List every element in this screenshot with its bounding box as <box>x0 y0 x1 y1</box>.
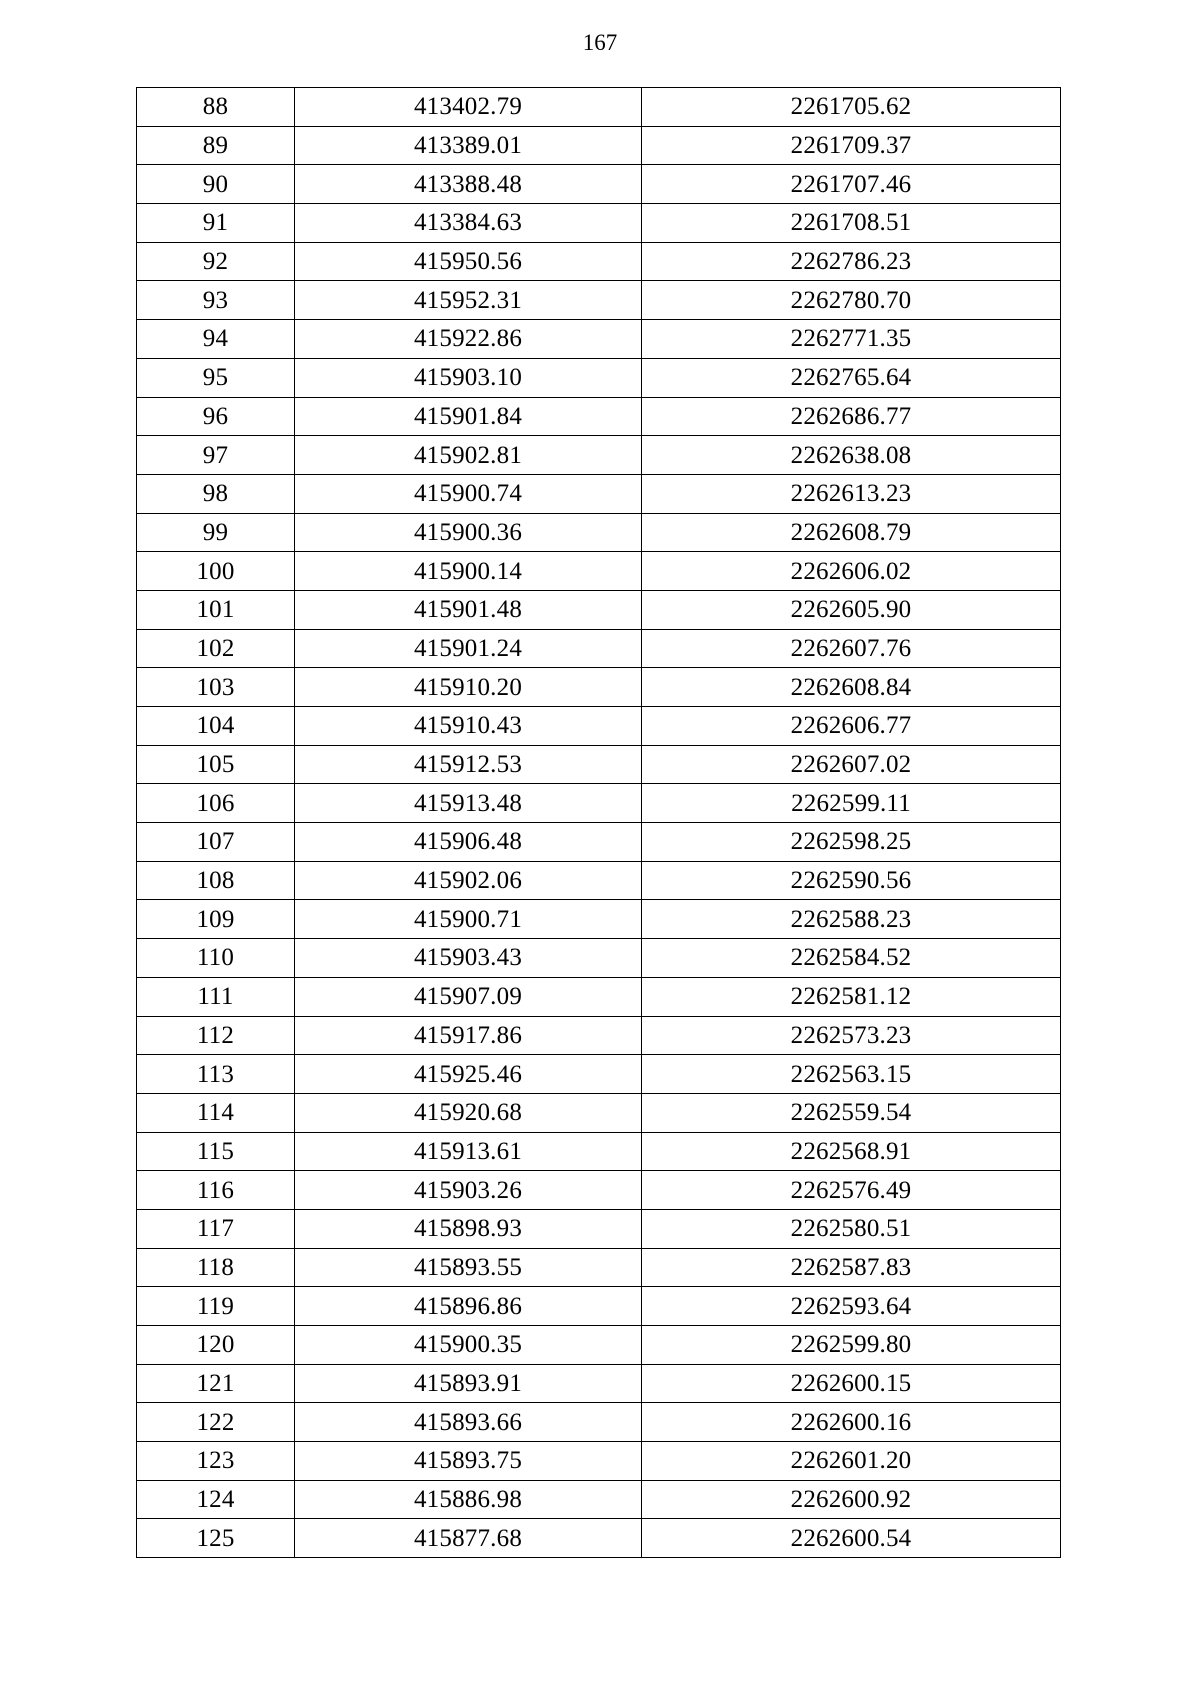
x-coordinate-cell: 415900.71 <box>295 900 642 939</box>
x-coordinate-cell: 413384.63 <box>295 204 642 243</box>
point-number-cell: 94 <box>137 320 295 359</box>
table-row <box>137 1171 1061 1210</box>
table-row <box>137 281 1061 320</box>
y-coordinate-cell: 2262590.56 <box>642 861 1061 900</box>
table-row <box>137 88 1061 127</box>
x-coordinate-cell: 415900.74 <box>295 474 642 513</box>
x-coordinate-cell: 415900.36 <box>295 513 642 552</box>
point-number-cell: 119 <box>137 1287 295 1326</box>
table-row <box>137 1326 1061 1365</box>
table-row <box>137 436 1061 475</box>
point-number-cell: 96 <box>137 397 295 436</box>
y-coordinate-cell: 2262600.16 <box>642 1403 1061 1442</box>
coordinates-table-body <box>137 88 1061 1558</box>
y-coordinate-cell: 2262786.23 <box>642 242 1061 281</box>
table-row <box>137 474 1061 513</box>
table-row <box>137 397 1061 436</box>
table-row <box>137 1287 1061 1326</box>
point-number-cell: 115 <box>137 1132 295 1171</box>
table-row <box>137 1209 1061 1248</box>
y-coordinate-cell: 2262576.49 <box>642 1171 1061 1210</box>
table-row <box>137 1055 1061 1094</box>
y-coordinate-cell: 2262613.23 <box>642 474 1061 513</box>
point-number-cell: 113 <box>137 1055 295 1094</box>
x-coordinate-cell: 415893.75 <box>295 1442 642 1481</box>
table-row <box>137 126 1061 165</box>
y-coordinate-cell: 2262686.77 <box>642 397 1061 436</box>
point-number-cell: 88 <box>137 88 295 127</box>
x-coordinate-cell: 415910.20 <box>295 668 642 707</box>
table-row <box>137 707 1061 746</box>
x-coordinate-cell: 415917.86 <box>295 1016 642 1055</box>
page-number: 167 <box>582 30 618 55</box>
x-coordinate-cell: 415903.10 <box>295 358 642 397</box>
y-coordinate-cell: 2261705.62 <box>642 88 1061 127</box>
y-coordinate-cell: 2262608.79 <box>642 513 1061 552</box>
point-number-cell: 114 <box>137 1093 295 1132</box>
y-coordinate-cell: 2262638.08 <box>642 436 1061 475</box>
point-number-cell: 102 <box>137 629 295 668</box>
point-number-cell: 111 <box>137 977 295 1016</box>
y-coordinate-cell: 2262605.90 <box>642 590 1061 629</box>
x-coordinate-cell: 415900.35 <box>295 1326 642 1365</box>
point-number-cell: 109 <box>137 900 295 939</box>
y-coordinate-cell: 2262607.76 <box>642 629 1061 668</box>
x-coordinate-cell: 415893.91 <box>295 1364 642 1403</box>
x-coordinate-cell: 415920.68 <box>295 1093 642 1132</box>
y-coordinate-cell: 2262599.11 <box>642 784 1061 823</box>
y-coordinate-cell: 2261708.51 <box>642 204 1061 243</box>
x-coordinate-cell: 415901.24 <box>295 629 642 668</box>
y-coordinate-cell: 2262588.23 <box>642 900 1061 939</box>
y-coordinate-cell: 2262599.80 <box>642 1326 1061 1365</box>
y-coordinate-cell: 2262598.25 <box>642 823 1061 862</box>
table-row <box>137 242 1061 281</box>
table-row <box>137 1093 1061 1132</box>
table-row <box>137 900 1061 939</box>
point-number-cell: 104 <box>137 707 295 746</box>
table-row <box>137 1132 1061 1171</box>
point-number-cell: 122 <box>137 1403 295 1442</box>
x-coordinate-cell: 415952.31 <box>295 281 642 320</box>
table-row <box>137 1519 1061 1558</box>
y-coordinate-cell: 2262771.35 <box>642 320 1061 359</box>
table-row <box>137 552 1061 591</box>
table-row <box>137 513 1061 552</box>
x-coordinate-cell: 415950.56 <box>295 242 642 281</box>
x-coordinate-cell: 415877.68 <box>295 1519 642 1558</box>
point-number-cell: 91 <box>137 204 295 243</box>
point-number-cell: 101 <box>137 590 295 629</box>
y-coordinate-cell: 2262573.23 <box>642 1016 1061 1055</box>
table-row <box>137 629 1061 668</box>
y-coordinate-cell: 2262600.15 <box>642 1364 1061 1403</box>
point-number-cell: 89 <box>137 126 295 165</box>
table-row <box>137 745 1061 784</box>
point-number-cell: 117 <box>137 1209 295 1248</box>
y-coordinate-cell: 2262765.64 <box>642 358 1061 397</box>
x-coordinate-cell: 415900.14 <box>295 552 642 591</box>
y-coordinate-cell: 2262600.92 <box>642 1480 1061 1519</box>
y-coordinate-cell: 2262606.77 <box>642 707 1061 746</box>
point-number-cell: 107 <box>137 823 295 862</box>
table-row <box>137 939 1061 978</box>
x-coordinate-cell: 415913.48 <box>295 784 642 823</box>
y-coordinate-cell: 2261707.46 <box>642 165 1061 204</box>
table-row <box>137 823 1061 862</box>
point-number-cell: 116 <box>137 1171 295 1210</box>
y-coordinate-cell: 2261709.37 <box>642 126 1061 165</box>
point-number-cell: 106 <box>137 784 295 823</box>
point-number-cell: 105 <box>137 745 295 784</box>
point-number-cell: 95 <box>137 358 295 397</box>
x-coordinate-cell: 415913.61 <box>295 1132 642 1171</box>
table-row <box>137 861 1061 900</box>
point-number-cell: 93 <box>137 281 295 320</box>
table-row <box>137 1248 1061 1287</box>
table-row <box>137 358 1061 397</box>
point-number-cell: 112 <box>137 1016 295 1055</box>
y-coordinate-cell: 2262568.91 <box>642 1132 1061 1171</box>
x-coordinate-cell: 415902.81 <box>295 436 642 475</box>
y-coordinate-cell: 2262780.70 <box>642 281 1061 320</box>
point-number-cell: 123 <box>137 1442 295 1481</box>
x-coordinate-cell: 415903.43 <box>295 939 642 978</box>
point-number-cell: 97 <box>137 436 295 475</box>
x-coordinate-cell: 415925.46 <box>295 1055 642 1094</box>
x-coordinate-cell: 413402.79 <box>295 88 642 127</box>
point-number-cell: 108 <box>137 861 295 900</box>
y-coordinate-cell: 2262580.51 <box>642 1209 1061 1248</box>
y-coordinate-cell: 2262606.02 <box>642 552 1061 591</box>
point-number-cell: 90 <box>137 165 295 204</box>
table-row <box>137 1364 1061 1403</box>
point-number-cell: 118 <box>137 1248 295 1287</box>
point-number-cell: 121 <box>137 1364 295 1403</box>
x-coordinate-cell: 415886.98 <box>295 1480 642 1519</box>
x-coordinate-cell: 415898.93 <box>295 1209 642 1248</box>
y-coordinate-cell: 2262600.54 <box>642 1519 1061 1558</box>
point-number-cell: 99 <box>137 513 295 552</box>
table-row <box>137 590 1061 629</box>
table-row <box>137 1403 1061 1442</box>
table-row <box>137 165 1061 204</box>
point-number-cell: 92 <box>137 242 295 281</box>
point-number-cell: 103 <box>137 668 295 707</box>
point-number-cell: 120 <box>137 1326 295 1365</box>
x-coordinate-cell: 415893.66 <box>295 1403 642 1442</box>
x-coordinate-cell: 415903.26 <box>295 1171 642 1210</box>
table-row <box>137 1016 1061 1055</box>
y-coordinate-cell: 2262607.02 <box>642 745 1061 784</box>
point-number-cell: 98 <box>137 474 295 513</box>
x-coordinate-cell: 415907.09 <box>295 977 642 1016</box>
y-coordinate-cell: 2262587.83 <box>642 1248 1061 1287</box>
x-coordinate-cell: 415901.84 <box>295 397 642 436</box>
x-coordinate-cell: 413388.48 <box>295 165 642 204</box>
table-row <box>137 320 1061 359</box>
x-coordinate-cell: 415922.86 <box>295 320 642 359</box>
y-coordinate-cell: 2262581.12 <box>642 977 1061 1016</box>
y-coordinate-cell: 2262559.54 <box>642 1093 1061 1132</box>
x-coordinate-cell: 415902.06 <box>295 861 642 900</box>
x-coordinate-cell: 415912.53 <box>295 745 642 784</box>
x-coordinate-cell: 415893.55 <box>295 1248 642 1287</box>
table-row <box>137 204 1061 243</box>
y-coordinate-cell: 2262584.52 <box>642 939 1061 978</box>
x-coordinate-cell: 413389.01 <box>295 126 642 165</box>
y-coordinate-cell: 2262608.84 <box>642 668 1061 707</box>
table-row <box>137 1480 1061 1519</box>
coordinates-table <box>136 87 1061 1558</box>
table-row <box>137 668 1061 707</box>
x-coordinate-cell: 415910.43 <box>295 707 642 746</box>
x-coordinate-cell: 415896.86 <box>295 1287 642 1326</box>
y-coordinate-cell: 2262601.20 <box>642 1442 1061 1481</box>
y-coordinate-cell: 2262563.15 <box>642 1055 1061 1094</box>
x-coordinate-cell: 415901.48 <box>295 590 642 629</box>
table-row <box>137 784 1061 823</box>
point-number-cell: 100 <box>137 552 295 591</box>
table-row <box>137 977 1061 1016</box>
y-coordinate-cell: 2262593.64 <box>642 1287 1061 1326</box>
x-coordinate-cell: 415906.48 <box>295 823 642 862</box>
point-number-cell: 125 <box>137 1519 295 1558</box>
point-number-cell: 110 <box>137 939 295 978</box>
table-row <box>137 1442 1061 1481</box>
point-number-cell: 124 <box>137 1480 295 1519</box>
